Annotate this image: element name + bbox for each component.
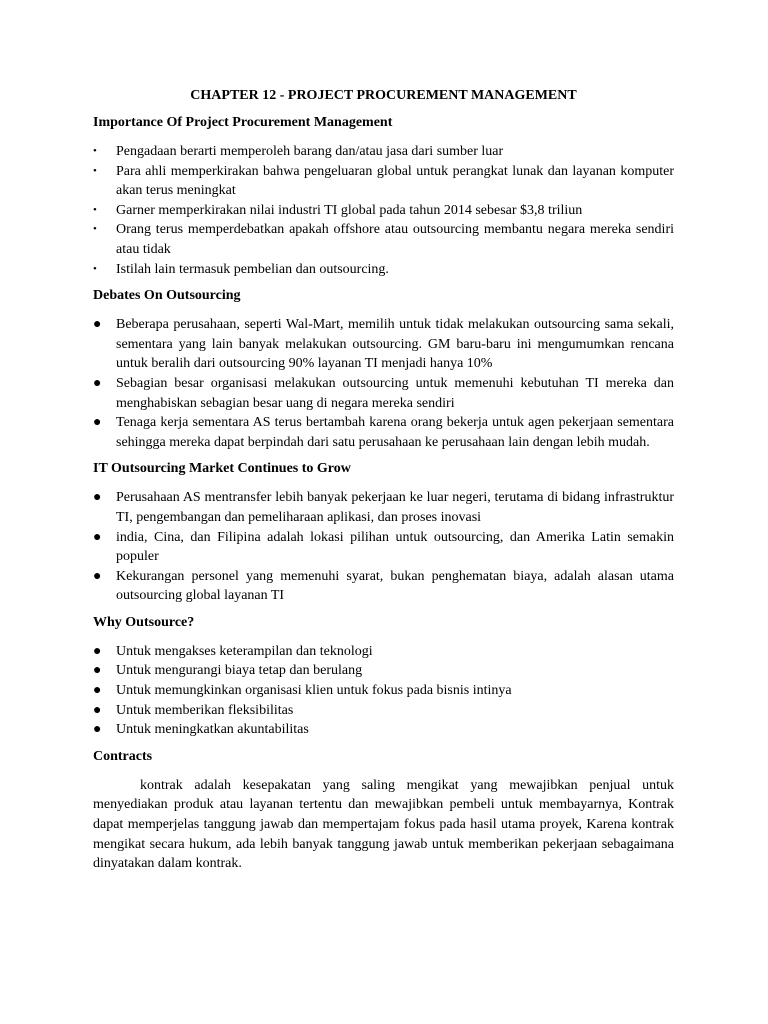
list-item <box>93 315 674 374</box>
list-item <box>93 413 674 452</box>
bullet-icon: ● <box>93 375 102 391</box>
bullet-icon: ● <box>93 722 102 738</box>
bullet-icon: ● <box>93 490 102 506</box>
list-item-text: Untuk meningkatkan akuntabilitas <box>116 722 309 738</box>
list-item <box>93 220 674 259</box>
bullet-icon: • <box>93 145 97 157</box>
section-heading-importance: Importance Of Project Procurement Management <box>93 115 393 130</box>
document-title: CHAPTER 12 - PROJECT PROCUREMENT MANAGEMENT <box>190 88 577 103</box>
bullet-icon: ● <box>93 663 102 679</box>
list-item-text: india, Cina, dan Filipina adalah lokasi pilihan untuk outsourcing, dan Amerika Latin semakin populer <box>116 529 674 565</box>
list-item-text: Perusahaan AS mentransfer lebih banyak pekerjaan ke luar negeri, terutama di bidang infrastruktur TI, pengembangan dan pemeliharaan aplikasi, dan proses inovasi <box>116 490 674 525</box>
bullet-icon: ● <box>93 643 102 659</box>
list-item <box>93 162 674 201</box>
bullet-list-importance <box>93 142 674 279</box>
list-item <box>93 661 674 681</box>
bullet-list-it-outsourcing <box>93 488 674 606</box>
bullet-icon: ● <box>93 529 102 545</box>
section-heading-debates: Debates On Outsourcing <box>93 288 241 304</box>
list-item-text: Sebagian besar organisasi melakukan outsourcing untuk memenuhi kebutuhan TI mereka dan menghabiskan sebagian besar uang di negara mereka sendiri <box>116 375 674 411</box>
list-item-text: Istilah lain termasuk pembelian dan outsourcing. <box>116 261 389 277</box>
bullet-list-why-outsource <box>93 642 674 740</box>
bullet-icon: ● <box>93 702 102 718</box>
list-item <box>93 201 674 221</box>
list-item-text: Orang terus memperdebatkan apakah offshore atau outsourcing membantu negara mereka sendiri atau tidak <box>116 222 674 257</box>
section-heading-it-outsourcing: IT Outsourcing Market Continues to Grow <box>93 461 351 477</box>
list-item-text: Garner memperkirakan nilai industri TI global pada tahun 2014 sebesar $3,8 triliun <box>116 202 583 218</box>
list-item-text: Tenaga kerja sementara AS terus bertambah karena orang bekerja untuk agen pekerjaan sementara sehingga mereka dapat berpindah dari satu perusahaan ke perusahaan lain dengan lebih mudah. <box>116 415 674 450</box>
list-item <box>93 720 674 740</box>
list-item <box>93 681 674 701</box>
bullet-icon: ● <box>93 568 102 584</box>
bullet-icon: • <box>93 223 97 236</box>
list-item-text: Kekurangan personel yang memenuhi syarat, bukan penghematan biaya, adalah alasan utama outsourcing global layanan TI <box>116 568 674 604</box>
bullet-icon: ● <box>93 683 102 699</box>
list-item <box>93 488 674 527</box>
bullet-list-debates <box>93 315 674 452</box>
bullet-icon: ● <box>93 415 102 431</box>
list-item-text: Pengadaan berarti memperoleh barang dan/atau jasa dari sumber luar <box>116 144 504 159</box>
bullet-icon: ● <box>93 317 102 333</box>
list-item <box>93 374 674 413</box>
section-heading-contracts: Contracts <box>93 748 153 764</box>
list-item-text: Untuk mengakses keterampilan dan teknologi <box>116 643 373 659</box>
list-item-text: Untuk mengurangi biaya tetap dan berulang <box>116 663 363 679</box>
bullet-icon: • <box>93 164 97 177</box>
list-item-text: Untuk memberikan fleksibilitas <box>116 702 294 718</box>
list-item <box>93 567 674 606</box>
list-item-text: Beberapa perusahaan, seperti Wal-Mart, memilih untuk tidak melakukan outsourcing sama sekali, sementara yang lain banyak melakukan outsourcing. GM baru-baru ini mengumumkan rencana untuk beralih dari outsourcing 90% layanan TI menjadi hanya 10% <box>116 317 674 372</box>
list-item <box>93 642 674 662</box>
list-item-text: Para ahli memperkirakan bahwa pengeluaran global untuk perangkat lunak dan layanan komputer akan terus meningkat <box>116 163 674 199</box>
bullet-icon: • <box>93 203 97 216</box>
list-item <box>93 528 674 567</box>
list-item <box>93 260 674 280</box>
list-item <box>93 701 674 721</box>
contracts-paragraph: kontrak adalah kesepakatan yang saling mengikat yang mewajibkan penjual untuk menyediakan produk atau layanan tertentu dan mewajibkan pembeli untuk membayarnya, Kontrak dapat memperjelas tanggung jawab dan mempertajam fokus pada hasil utama proyek, Karena kontrak mengikat secara hukum, ada lebih banyak tanggung jawab untuk memberikan pekerjaan sebagaimana dinyatakan dalam kontrak. <box>93 777 674 872</box>
section-heading-why-outsource: Why Outsource? <box>93 614 195 630</box>
list-item <box>93 142 674 162</box>
list-item-text: Untuk memungkinkan organisasi klien untuk fokus pada bisnis intinya <box>116 683 512 699</box>
bullet-icon: • <box>93 262 97 275</box>
